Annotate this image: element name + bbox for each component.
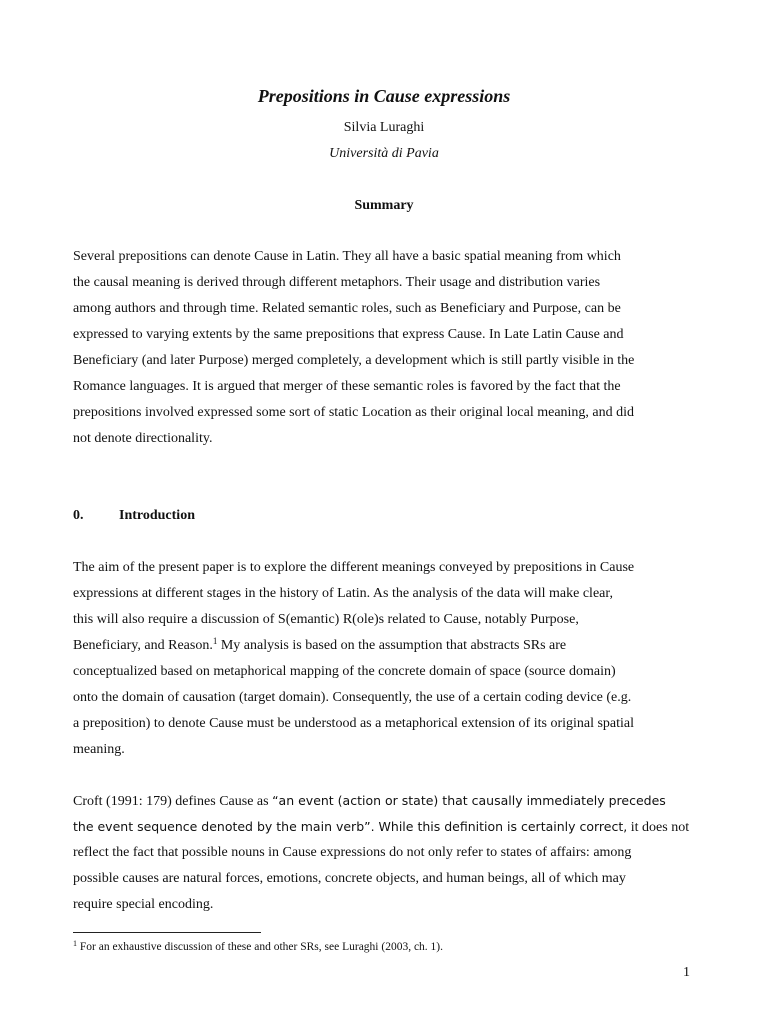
- body-line: [73, 788, 703, 814]
- body-line: expressions at different stages in the history of Latin. As the analysis of the data will make clear,: [73, 586, 613, 601]
- body-text: My analysis is based on the assumption that abstracts SRs are: [217, 638, 567, 653]
- body-text: Croft (1991: 179) defines Cause as: [73, 794, 273, 809]
- summary-line: prepositions involved expressed some sort of static Location as their original local meaning, and did: [73, 405, 635, 420]
- author-affiliation: Università di Pavia: [329, 146, 439, 161]
- body-line: possible causes are natural forces, emotions, concrete objects, and human beings, all of which may: [73, 871, 626, 886]
- body-line: require special encoding.: [73, 897, 214, 912]
- body-line: reflect the fact that possible nouns in Cause expressions do not only refer to states of affairs: among: [73, 845, 632, 860]
- summary-line: Beneficiary (and later Purpose) merged completely, a development which is still partly visible in the: [73, 353, 635, 368]
- body-text: it does not: [627, 820, 690, 835]
- body-line: meaning.: [73, 742, 125, 757]
- summary-heading: Summary: [354, 198, 414, 213]
- footnote-divider: [73, 932, 261, 933]
- summary-line: among authors and through time. Related semantic roles, such as Beneficiary and Purpose, can be: [73, 301, 621, 316]
- summary-line: Several prepositions can denote Cause in Latin. They all have a basic spatial meaning from which: [73, 249, 621, 264]
- footnote-mark: 1: [73, 939, 77, 948]
- footnote-reference[interactable]: 1: [212, 636, 218, 646]
- summary-line: Romance languages. It is argued that merger of these semantic roles is favored by the fact that the: [73, 379, 621, 394]
- summary-paragraph: [73, 244, 703, 452]
- body-line: this will also require a discussion of S(emantic) R(ole)s related to Cause, notably Purpose,: [73, 612, 579, 627]
- body-line: The aim of the present paper is to explore the different meanings conveyed by prepositions in Cause: [73, 560, 635, 575]
- body-line: [73, 633, 703, 659]
- introduction-paragraph-1: [73, 555, 703, 763]
- footnote: [73, 941, 443, 953]
- page-number: 1: [683, 965, 690, 980]
- quoted-definition: the event sequence denoted by the main verb”. While this definition is certainly correct,: [73, 819, 628, 834]
- section-title: Introduction: [119, 508, 195, 523]
- body-text: Beneficiary, and Reason.: [73, 638, 213, 653]
- section-number: 0.: [73, 508, 84, 523]
- quoted-definition: “an event (action or state) that causally immediately precedes: [272, 793, 666, 808]
- summary-line: expressed to varying extents by the same prepositions that express Cause. In Late Latin Cause and: [73, 327, 624, 342]
- summary-line: not denote directionality.: [73, 431, 213, 446]
- body-line: onto the domain of causation (target domain). Consequently, the use of a certain coding device (e.g.: [73, 690, 632, 705]
- paper-title: Prepositions in Cause expressions: [257, 86, 511, 106]
- body-line: conceptualized based on metaphorical mapping of the concrete domain of space (source domain): [73, 664, 616, 679]
- author-name: Silvia Luraghi: [343, 120, 425, 135]
- body-line: a preposition) to denote Cause must be understood as a metaphorical extension of its original spatial: [73, 716, 635, 731]
- summary-line: the causal meaning is derived through different metaphors. Their usage and distribution varies: [73, 275, 601, 290]
- introduction-paragraph-2: [73, 788, 703, 918]
- footnote-text: For an exhaustive discussion of these and other SRs, see Luraghi (2003, ch. 1).: [77, 941, 444, 953]
- body-line: [73, 814, 703, 840]
- section-heading-introduction: [73, 508, 195, 524]
